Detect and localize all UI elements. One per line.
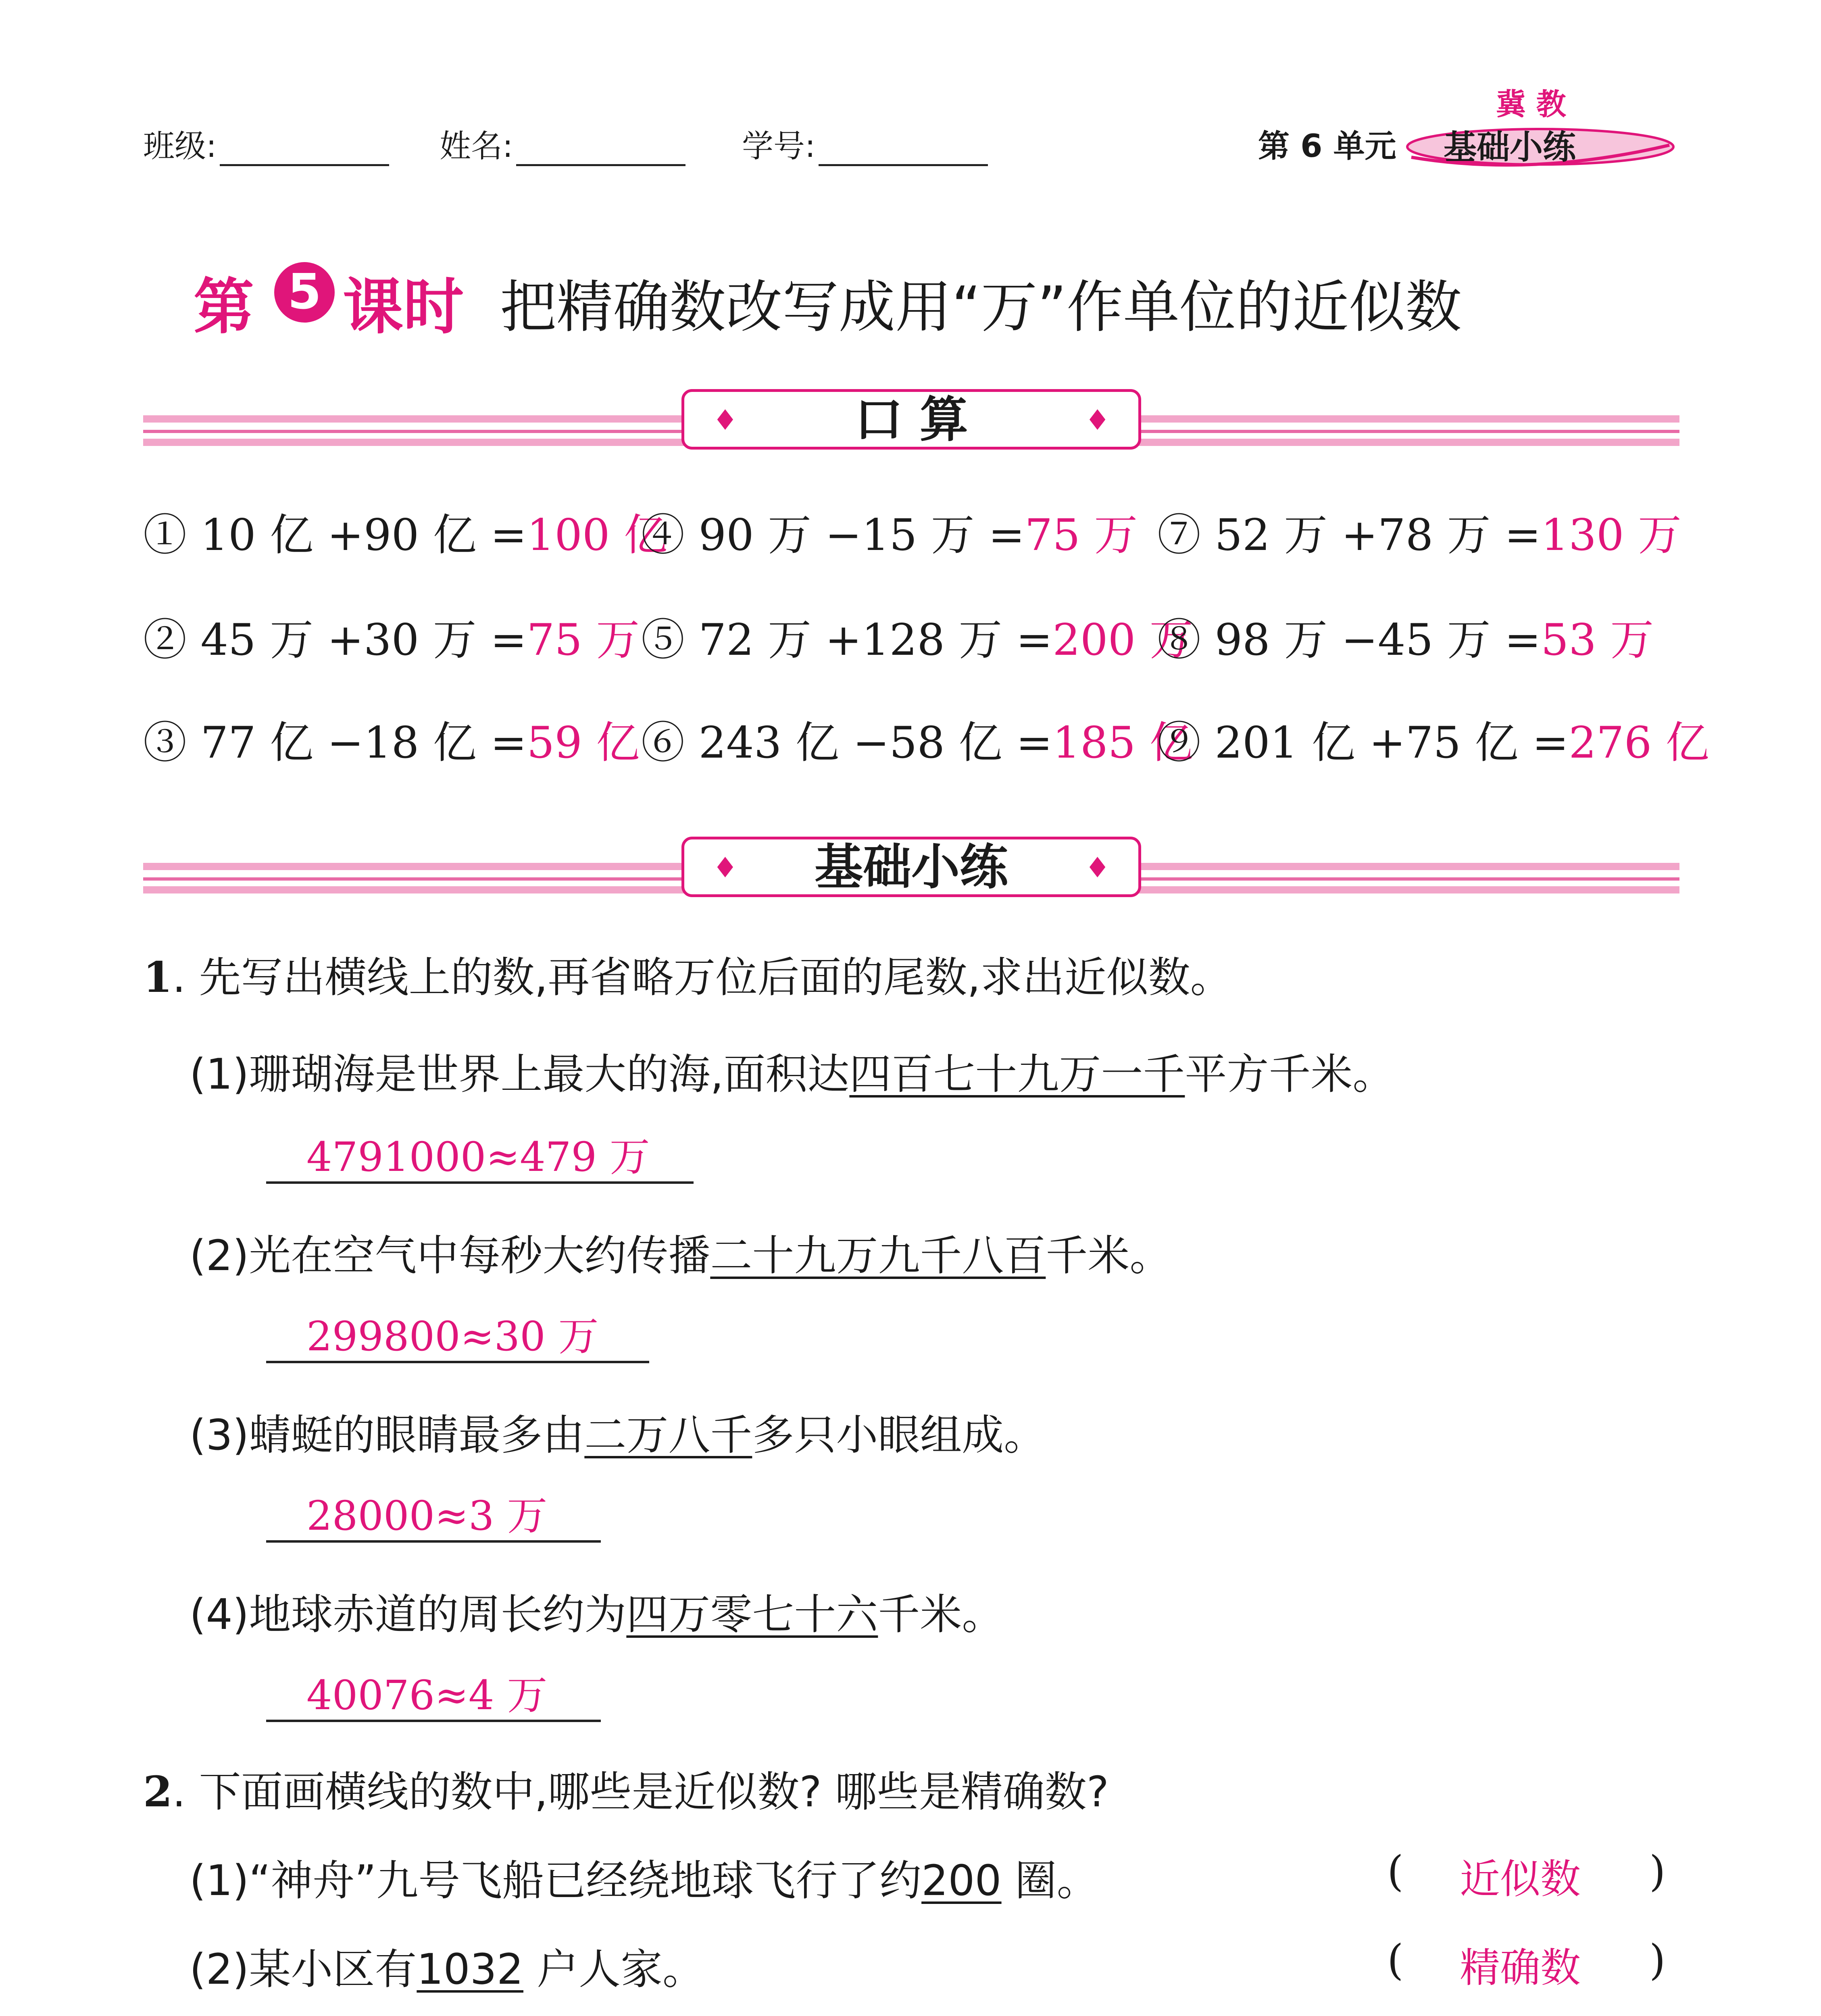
oral-item: ⑤ 72 万 +128 万 =200 万 <box>641 615 1193 665</box>
question-1-answer-4[interactable]: 40076≈4 万 <box>266 1671 601 1722</box>
diamond-icon: ♦ <box>713 851 738 884</box>
question-1-answer-2[interactable]: 299800≈30 万 <box>266 1312 649 1363</box>
question-1-stem: 1. 先写出横线上的数,再省略万位后面的尾数,求出近似数。 <box>143 952 1232 1002</box>
question-2-part-1: (1)“神舟”九号飞船已经绕地球飞行了约200 圈。 <box>190 1856 1099 1905</box>
question-1-part-3: (3)蜻蜓的眼睛最多由二万八千多只小眼组成。 <box>190 1410 1046 1460</box>
question-1-part-2: (2)光在空气中每秒大约传播二十九万九千八百千米。 <box>190 1231 1172 1280</box>
question-1-part-4: (4)地球赤道的周长约为四万零七十六千米。 <box>190 1590 1004 1639</box>
class-field: 班级: <box>143 121 389 166</box>
question-1-answer-1[interactable]: 4791000≈479 万 <box>266 1133 694 1184</box>
oral-item: ② 45 万 +30 万 =75 万 <box>143 615 640 665</box>
question-2-answer-1[interactable]: 近似数 <box>1460 1856 1581 1903</box>
question-2-part-2: (2)某小区有1032 户人家。 <box>190 1945 705 1994</box>
lesson-number-badge: 5 <box>274 262 335 323</box>
diamond-icon: ♦ <box>1085 851 1110 884</box>
question-2-stem: 2. 下面画横线的数中,哪些是近似数? 哪些是精确数? <box>143 1767 1109 1816</box>
series-label: 基础小练 <box>1444 128 1576 167</box>
class-blank[interactable] <box>220 136 389 166</box>
practice-section-heading: ♦ 基础小练 ♦ <box>681 837 1141 897</box>
publisher-label: 冀 教 <box>1496 87 1566 122</box>
oral-item: ⑥ 243 亿 −58 亿 =185 亿 <box>641 718 1193 768</box>
question-1-answer-3[interactable]: 28000≈3 万 <box>266 1492 601 1543</box>
diamond-icon: ♦ <box>713 404 738 437</box>
oral-item: ⑦ 52 万 +78 万 =130 万 <box>1157 510 1681 560</box>
lesson-suffix: 课时 <box>343 272 464 342</box>
oral-item: ⑧ 98 万 −45 万 =53 万 <box>1157 615 1654 665</box>
question-1-part-1: (1)珊瑚海是世界上最大的海,面积达四百七十九万一千平方千米。 <box>190 1050 1395 1099</box>
oral-section-heading: ♦ 口 算 ♦ <box>681 389 1141 450</box>
student-id-field: 学号: <box>742 121 988 166</box>
question-2-answer-2[interactable]: 精确数 <box>1460 1944 1581 1991</box>
name-blank[interactable] <box>516 136 685 166</box>
lesson-title: 把精确数改写成用“万”作单位的近似数 <box>500 275 1462 340</box>
diamond-icon: ♦ <box>1085 404 1110 437</box>
oral-item: ① 10 亿 +90 亿 =100 亿 <box>143 510 667 560</box>
student-id-blank[interactable] <box>819 136 988 166</box>
unit-label: 第 6 单元 <box>1258 128 1396 165</box>
oral-item: ⑨ 201 亿 +75 亿 =276 亿 <box>1157 718 1709 768</box>
oral-item: ③ 77 亿 −18 亿 =59 亿 <box>143 718 640 768</box>
oral-item: ④ 90 万 −15 万 =75 万 <box>641 510 1138 560</box>
lesson-prefix: 第 <box>194 272 254 342</box>
name-field: 姓名: <box>440 121 685 166</box>
